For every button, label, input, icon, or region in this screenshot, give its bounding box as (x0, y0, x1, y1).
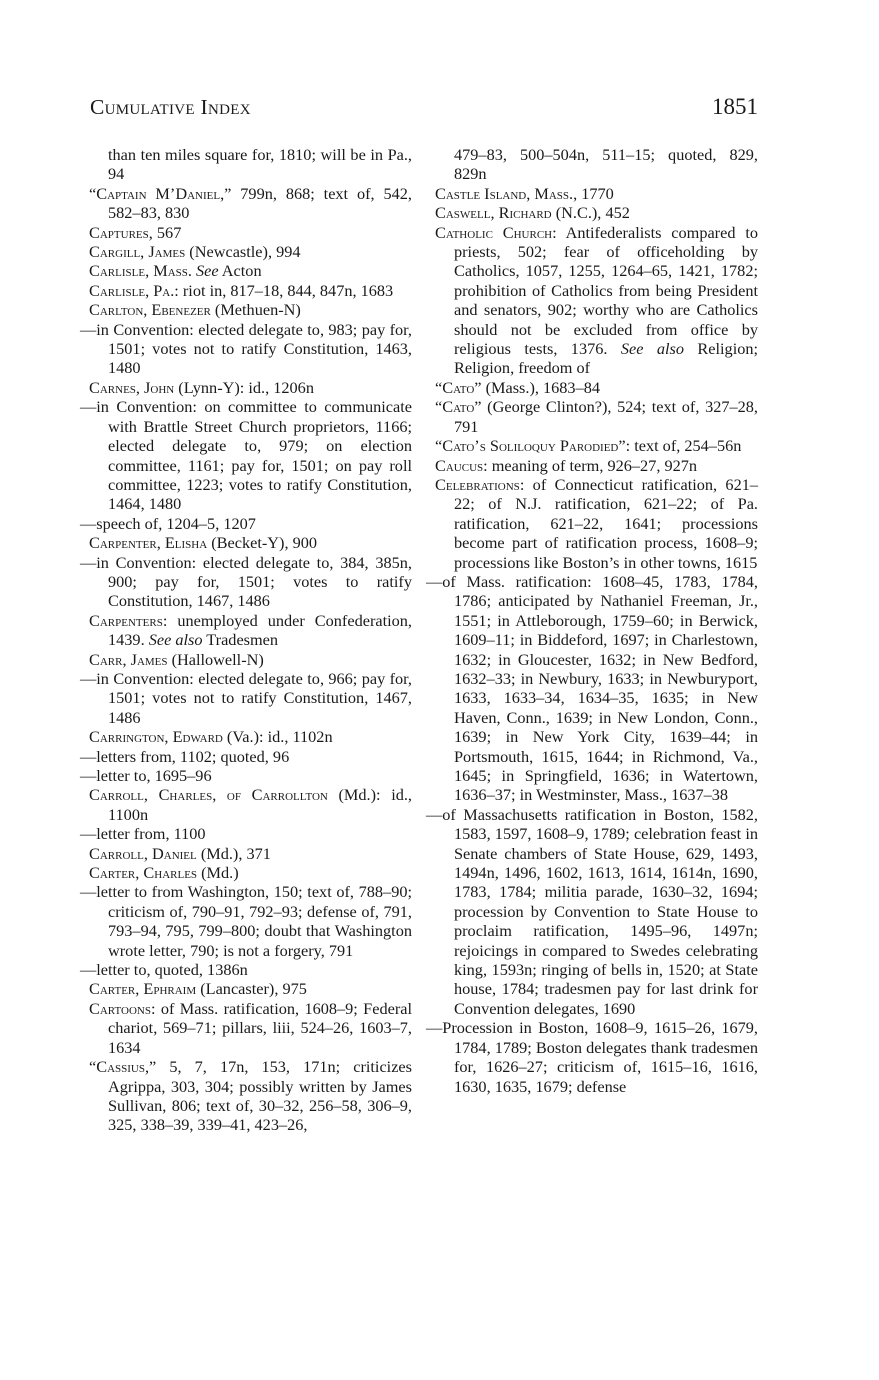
index-entry (80, 844, 412, 863)
index-column-right (426, 145, 758, 1096)
index-entry (80, 242, 412, 261)
index-entry (80, 863, 412, 882)
index-entry (80, 785, 412, 824)
index-entry-text: —letters from, 1102; quoted, 96 (80, 746, 290, 766)
index-entry (426, 475, 758, 572)
index-headword: Caswell, Richard (435, 203, 552, 223)
index-entry-text: 799n, 868; text of, 542, 582–83, 830 (108, 183, 412, 223)
index-entry-text: —Procession in Boston, 1608–9, 1615–26, 1679, 1784, 1789; Boston delegates thank tradesmen for, 1626–27; criticism of, 1615–16, 1616, 1630, 1635, 1679; defense (426, 1018, 758, 1096)
index-entry-text: : riot in, 817–18, 844, 847n, 1683 (174, 280, 394, 300)
index-headword: “Cato” (435, 397, 482, 417)
index-entry-text: —letter to, quoted, 1386n (80, 960, 248, 980)
index-entry-text: —in Convention: on committee to communicate with Brattle Street Church proprietors, 1166; elected delegate to, 979; on election committee, 1161; pay for, 1501; on pay roll committee, 1223; votes to ratify Constitution, 1464, 1480 (80, 397, 412, 514)
index-entry-text: 479–83, 500–504n, 511–15; quoted, 829, 829n (454, 145, 758, 184)
index-entry-text: (Lancaster), 975 (196, 979, 307, 999)
index-headword: Cartoons (89, 998, 151, 1018)
index-entry-text: (N.C.), 452 (551, 203, 630, 223)
page-number: 1851 (712, 94, 758, 119)
index-entry-text: —in Convention: elected delegate to, 384, 385n, 900; pay for, 1501; votes to ratify Constitution, 1467, 1486 (80, 552, 412, 611)
index-entry-text: (Lynn-Y): id., 1206n (174, 377, 314, 397)
index-entry (80, 650, 412, 669)
index-entry (426, 223, 758, 378)
index-entry-text: (George Clinton?), 524; text of, 327–28, 791 (454, 397, 758, 436)
index-subentry (80, 960, 412, 979)
index-subentry (80, 320, 412, 378)
index-headword: Carrington, Edward (89, 727, 223, 747)
index-headword: Carpenters (89, 610, 163, 630)
index-headword: “Cato’s Soliloquy Parodied” (435, 436, 626, 456)
index-entry (426, 436, 758, 455)
cross-reference-label: See (191, 261, 219, 281)
index-headword: Captures (89, 222, 149, 242)
index-entry-text: 5, 7, 17n, 153, 171n; criticizes Agrippa, 303, 304; possibly written by James Sullivan, 806; text of, 30–32, 256–58, 306–9, 325, 338–39, 339–41, 423–26, (108, 1057, 412, 1135)
index-entry-text: , 1770 (573, 183, 614, 203)
cross-reference-target: Religion; Religion, freedom of (454, 339, 759, 378)
cross-reference-label: See also (607, 339, 685, 359)
index-headword: Carpenter, Elisha (89, 533, 208, 553)
index-entry-text: —speech of, 1204–5, 1207 (80, 513, 256, 533)
index-continuation (426, 145, 758, 184)
index-headword: Caucus (435, 455, 484, 475)
index-entry (426, 456, 758, 475)
index-entry-text: : unemployed under Confederation, 1439. (108, 610, 412, 650)
index-subentry (80, 747, 412, 766)
index-headword: Catholic Church (435, 222, 553, 242)
index-entry-text: —in Convention: elected delegate to, 983; pay for, 1501; votes not to ratify Constitution, 1463, 1480 (80, 319, 412, 378)
cross-reference-target: Acton (218, 261, 262, 281)
index-headword: “Captain M’Daniel,” (89, 183, 232, 203)
index-entry (80, 184, 412, 223)
index-entry (426, 203, 758, 222)
index-entry-text: (Methuen-N) (210, 300, 301, 320)
index-entry (80, 979, 412, 998)
index-entry (80, 300, 412, 319)
index-entry-text: (Md.) (197, 863, 239, 883)
index-subentry (80, 397, 412, 513)
index-entry-text: : meaning of term, 926–27, 927n (483, 455, 698, 475)
index-subentry (426, 572, 758, 805)
index-entry-text: (Becket-Y), 900 (207, 533, 318, 553)
index-headword: “Cato” (435, 377, 482, 397)
index-entry (80, 1057, 412, 1135)
index-entry-text: —letter to from Washington, 150; text of, 788–90; criticism of, 790–91, 792–93; defense of, 791, 793–94, 795, 799–800; doubt that Washington wrote letter, 790; is not a forgery, 791 (80, 882, 412, 960)
index-subentry (80, 514, 412, 533)
index-entry (80, 281, 412, 300)
index-headword: Carter, Charles (89, 863, 198, 883)
index-entry-text: : of Mass. ratification, 1608–9; Federal chariot, 569–71; pillars, liii, 524–26, 1603–7, 1634 (108, 998, 412, 1057)
index-entry-text: than ten miles square for, 1810; will be in Pa., 94 (108, 145, 412, 184)
index-subentry (80, 766, 412, 785)
index-entry-text: —letter from, 1100 (80, 824, 206, 844)
index-entry-text: (Md.): id., 1100n (108, 785, 413, 824)
index-entry-text: (Md.), 371 (196, 843, 271, 863)
index-subentry (426, 1018, 758, 1096)
index-subentry (80, 669, 412, 727)
index-entry-text: : of Connecticut ratification, 621–22; of N.J. ratification, 621–22; of Pa. ratification, 621–22, 1641; processions become part of ratification process, 1608–9; processions like Boston’s in other towns, 1615 (454, 474, 758, 572)
index-entry (426, 378, 758, 397)
index-continuation (80, 145, 412, 184)
index-entry-text: : text of, 254–56n (625, 436, 742, 456)
index-subentry (426, 805, 758, 1018)
index-entry-text: —of Massachusetts ratification in Boston, 1582, 1583, 1597, 1608–9, 1789; celebration feast in Senate chambers of State House, 629, 1493, 1494n, 1496, 1602, 1613, 1614, 1614n, 1690, 1783, 1784; militia parade, 1630–32, 1694; procession by Convention to State House to proclaim ratification, 1495–96, 1497n; rejoicings in compared to Swedes celebrating king, 1593n; ringing of bells in, 1520; at State house, 1784; tradesmen pay for last drink for Convention delegates, 1690 (426, 804, 758, 1018)
index-headword: Celebrations (435, 474, 520, 494)
index-headword: Carlisle, Mass. (89, 261, 192, 281)
index-entry (80, 223, 412, 242)
index-headword: Carlton, Ebenezer (89, 300, 211, 320)
index-entry-text: (Hallowell-N) (167, 649, 264, 669)
index-entry (80, 727, 412, 746)
index-entry-text: —letter to, 1695–96 (80, 766, 212, 785)
running-title: Cumulative Index (90, 95, 251, 119)
index-entry-text: (Va.): id., 1102n (222, 727, 333, 747)
index-headword: Carr, James (89, 649, 168, 669)
index-headword: “Cassius,” (89, 1057, 157, 1077)
index-headword: Carter, Ephraim (89, 979, 197, 999)
cross-reference-target: Tradesmen (202, 630, 279, 650)
index-entry (426, 397, 758, 436)
index-entry (426, 184, 758, 203)
index-subentry (80, 824, 412, 843)
index-headword: Carroll, Charles, of Carrollton (89, 785, 328, 805)
index-entry (80, 378, 412, 397)
index-entry-text: —of Mass. ratification: 1608–45, 1783, 1784, 1786; anticipated by Nathaniel Freeman, Jr., 1551; in Attleborough, 1759–60; in Berwick, 1609–11; in Biddeford, 1697; in Charlestown, 1632; in Gloucester, 1632; in New Bedford, 1632–33; in Newbury, 1633; in Newburyport, 1633, 1633–34, 1634–35, 1635; in New Haven, Conn., 1639; in New London, Conn., 1639; in New York City, 1639–44; in Portsmouth, 1615, 1644; in Richmond, Va., 1645; in Springfield, 1636; in Watertown, 1636–37; in Westminster, Mass., 1637–38 (426, 571, 758, 805)
index-headword: Castle Island, Mass. (435, 183, 574, 203)
index-entry-text: (Newcastle), 994 (185, 242, 301, 262)
index-subentry (80, 882, 412, 960)
index-entry (80, 611, 412, 650)
index-entry-text: (Mass.), 1683–84 (481, 377, 600, 397)
index-entry (80, 261, 412, 280)
index-entry-text: : Antifederalists compared to priests, 502; fear of officeholding by Catholics, 1057, 1255, 1264–65, 1421, 1782; prohibition of Catholics from being President and senators, 902; worthy who are Catholics should not be excluded from office by religious tests, 1376. (454, 222, 758, 359)
index-headword: Carlisle, Pa. (89, 280, 175, 300)
index-headword: Cargill, James (89, 242, 186, 262)
index-headword: Carroll, Daniel (89, 843, 197, 863)
index-headword: Carnes, John (89, 377, 175, 397)
index-entry (80, 999, 412, 1057)
cross-reference-label: See also (144, 630, 203, 650)
running-head (90, 94, 758, 120)
index-subentry (80, 553, 412, 611)
index-entry-text: , 567 (148, 222, 182, 242)
index-entry (80, 533, 412, 552)
index-column-left (80, 145, 412, 1135)
index-entry-text: —in Convention: elected delegate to, 966; pay for, 1501; votes not to ratify Constitution, 1467, 1486 (80, 668, 412, 727)
